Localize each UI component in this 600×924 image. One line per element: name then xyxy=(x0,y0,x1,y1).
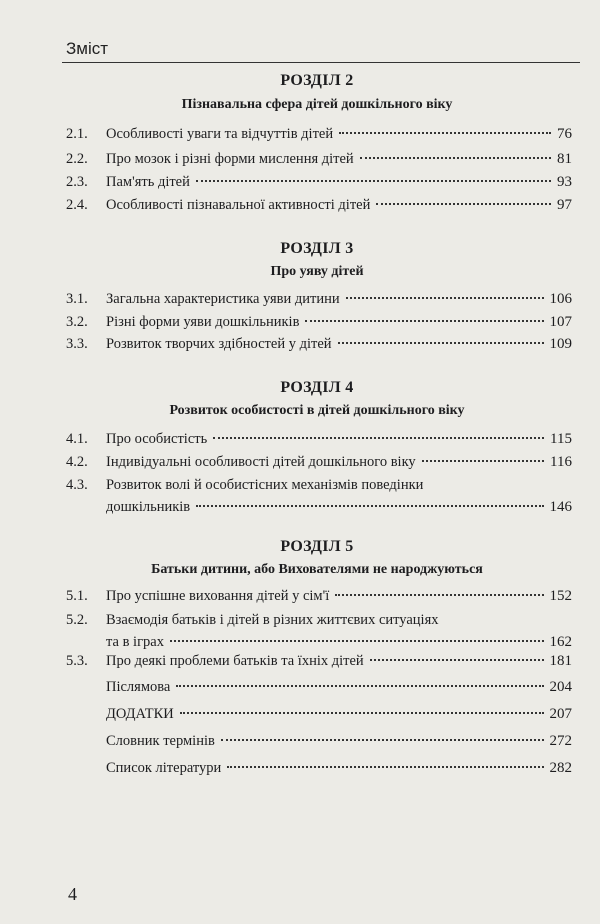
entry-page: 204 xyxy=(549,679,572,695)
toc-entry[interactable] xyxy=(66,148,572,170)
entry-number: 5.3. xyxy=(66,653,88,669)
leader-dots xyxy=(213,437,544,439)
leader-dots xyxy=(305,320,543,322)
entry-number: 2.4. xyxy=(66,197,88,213)
leader-dots xyxy=(176,685,543,687)
section-subtitle: Розвиток особистості в дітей дошкільного віку xyxy=(169,403,465,418)
entry-number: 4.1. xyxy=(66,431,88,447)
toc-entry-back-matter[interactable] xyxy=(66,730,572,752)
entry-title: Словник термінів xyxy=(106,733,215,749)
section-heading: РОЗДІЛ 4 xyxy=(280,379,354,396)
leader-dots xyxy=(335,594,543,596)
entry-title: Пам'ять дітей xyxy=(106,174,190,190)
entry-title: ДОДАТКИ xyxy=(106,706,174,722)
entry-page: 115 xyxy=(550,431,572,447)
entry-title: Індивідуальні особливості дітей дошкільного віку xyxy=(106,454,416,470)
entry-page: 97 xyxy=(557,197,572,213)
leader-dots xyxy=(376,203,551,205)
leader-dots xyxy=(339,132,551,134)
toc-entry[interactable] xyxy=(66,585,572,607)
entry-title: Про особистість xyxy=(106,431,208,447)
entry-number: 2.1. xyxy=(66,126,88,142)
section-subtitle: Пізнавальна сфера дітей дошкільного віку xyxy=(181,97,453,112)
header-rule xyxy=(62,62,580,63)
entry-number: 3.3. xyxy=(66,336,88,352)
page-folio: 4 xyxy=(68,884,77,904)
toc-entry[interactable] xyxy=(66,609,572,653)
entry-title: Взаємодія батьків і дітей в різних життєвих ситуаціях xyxy=(106,612,439,628)
entry-title: Про мозок і різні форми мислення дітей xyxy=(106,151,354,167)
toc-entry[interactable] xyxy=(66,288,572,310)
entry-number: 4.3. xyxy=(66,477,88,493)
entry-number: 4.2. xyxy=(66,454,88,470)
entry-page: 282 xyxy=(549,760,572,776)
entry-page: 106 xyxy=(549,291,572,307)
leader-dots xyxy=(196,180,551,182)
toc-entry-back-matter[interactable] xyxy=(66,757,572,779)
toc-entry[interactable] xyxy=(66,474,572,518)
entry-title: Особливості уваги та відчуттів дітей xyxy=(106,126,334,142)
toc-entry[interactable] xyxy=(66,333,572,355)
entry-title: Про деякі проблеми батьків та їхніх дітей xyxy=(106,653,364,669)
section-heading: РОЗДІЛ 2 xyxy=(280,72,354,89)
leader-dots xyxy=(170,640,544,642)
entry-title-continued: та в іграх xyxy=(106,634,164,650)
entry-title: Загальна характеристика уяви дитини xyxy=(106,291,340,307)
section-subtitle: Про уяву дітей xyxy=(270,264,364,279)
entry-page: 107 xyxy=(549,314,572,330)
entry-page: 272 xyxy=(549,733,572,749)
entry-title: Різні форми уяви дошкільників xyxy=(106,314,300,330)
section-heading: РОЗДІЛ 5 xyxy=(280,538,354,555)
entry-title-continued: дошкільників xyxy=(106,499,191,515)
entry-title: Розвиток волі й особистісних механізмів поведінки xyxy=(106,477,424,493)
entry-title: Розвиток творчих здібностей у дітей xyxy=(106,336,332,352)
section-heading: РОЗДІЛ 3 xyxy=(280,240,354,257)
toc-entry-back-matter[interactable] xyxy=(66,676,572,698)
toc-entry[interactable] xyxy=(66,123,572,145)
entry-number: 3.2. xyxy=(66,314,88,330)
entry-page: 76 xyxy=(557,126,572,142)
entry-page: 207 xyxy=(549,706,572,722)
entry-number: 5.2. xyxy=(66,612,88,628)
entry-page: 162 xyxy=(549,634,572,650)
entry-page: 116 xyxy=(550,454,572,470)
toc-entry[interactable] xyxy=(66,171,572,193)
leader-dots xyxy=(422,460,544,462)
entry-page: 181 xyxy=(549,653,572,669)
entry-title: Особливості пізнавальної активності дітей xyxy=(106,197,371,213)
entry-title: Про успішне виховання дітей у сім'ї xyxy=(106,588,330,604)
leader-dots xyxy=(346,297,544,299)
entry-page: 152 xyxy=(549,588,572,604)
toc-entry[interactable] xyxy=(66,428,572,450)
toc-entry[interactable] xyxy=(66,194,572,216)
entry-title: Список літератури xyxy=(106,760,222,776)
entry-number: 5.1. xyxy=(66,588,88,604)
entry-page: 93 xyxy=(557,174,572,190)
toc-entry-back-matter[interactable] xyxy=(66,703,572,725)
entry-number: 3.1. xyxy=(66,291,88,307)
running-header: Зміст xyxy=(66,39,109,58)
leader-dots xyxy=(370,659,544,661)
leader-dots xyxy=(180,712,544,714)
leader-dots xyxy=(338,342,544,344)
toc-entry[interactable] xyxy=(66,650,572,672)
leader-dots xyxy=(196,505,543,507)
entry-number: 2.2. xyxy=(66,151,88,167)
leader-dots xyxy=(360,157,551,159)
entry-page: 109 xyxy=(549,336,572,352)
entry-number: 2.3. xyxy=(66,174,88,190)
leader-dots xyxy=(221,739,544,741)
toc-entry[interactable] xyxy=(66,311,572,333)
toc-entry[interactable] xyxy=(66,451,572,473)
entry-page: 81 xyxy=(557,151,572,167)
entry-title: Післямова xyxy=(106,679,171,695)
leader-dots xyxy=(227,766,543,768)
section-subtitle: Батьки дитини, або Вихователями не народжуються xyxy=(151,562,483,577)
entry-page: 146 xyxy=(549,499,572,515)
